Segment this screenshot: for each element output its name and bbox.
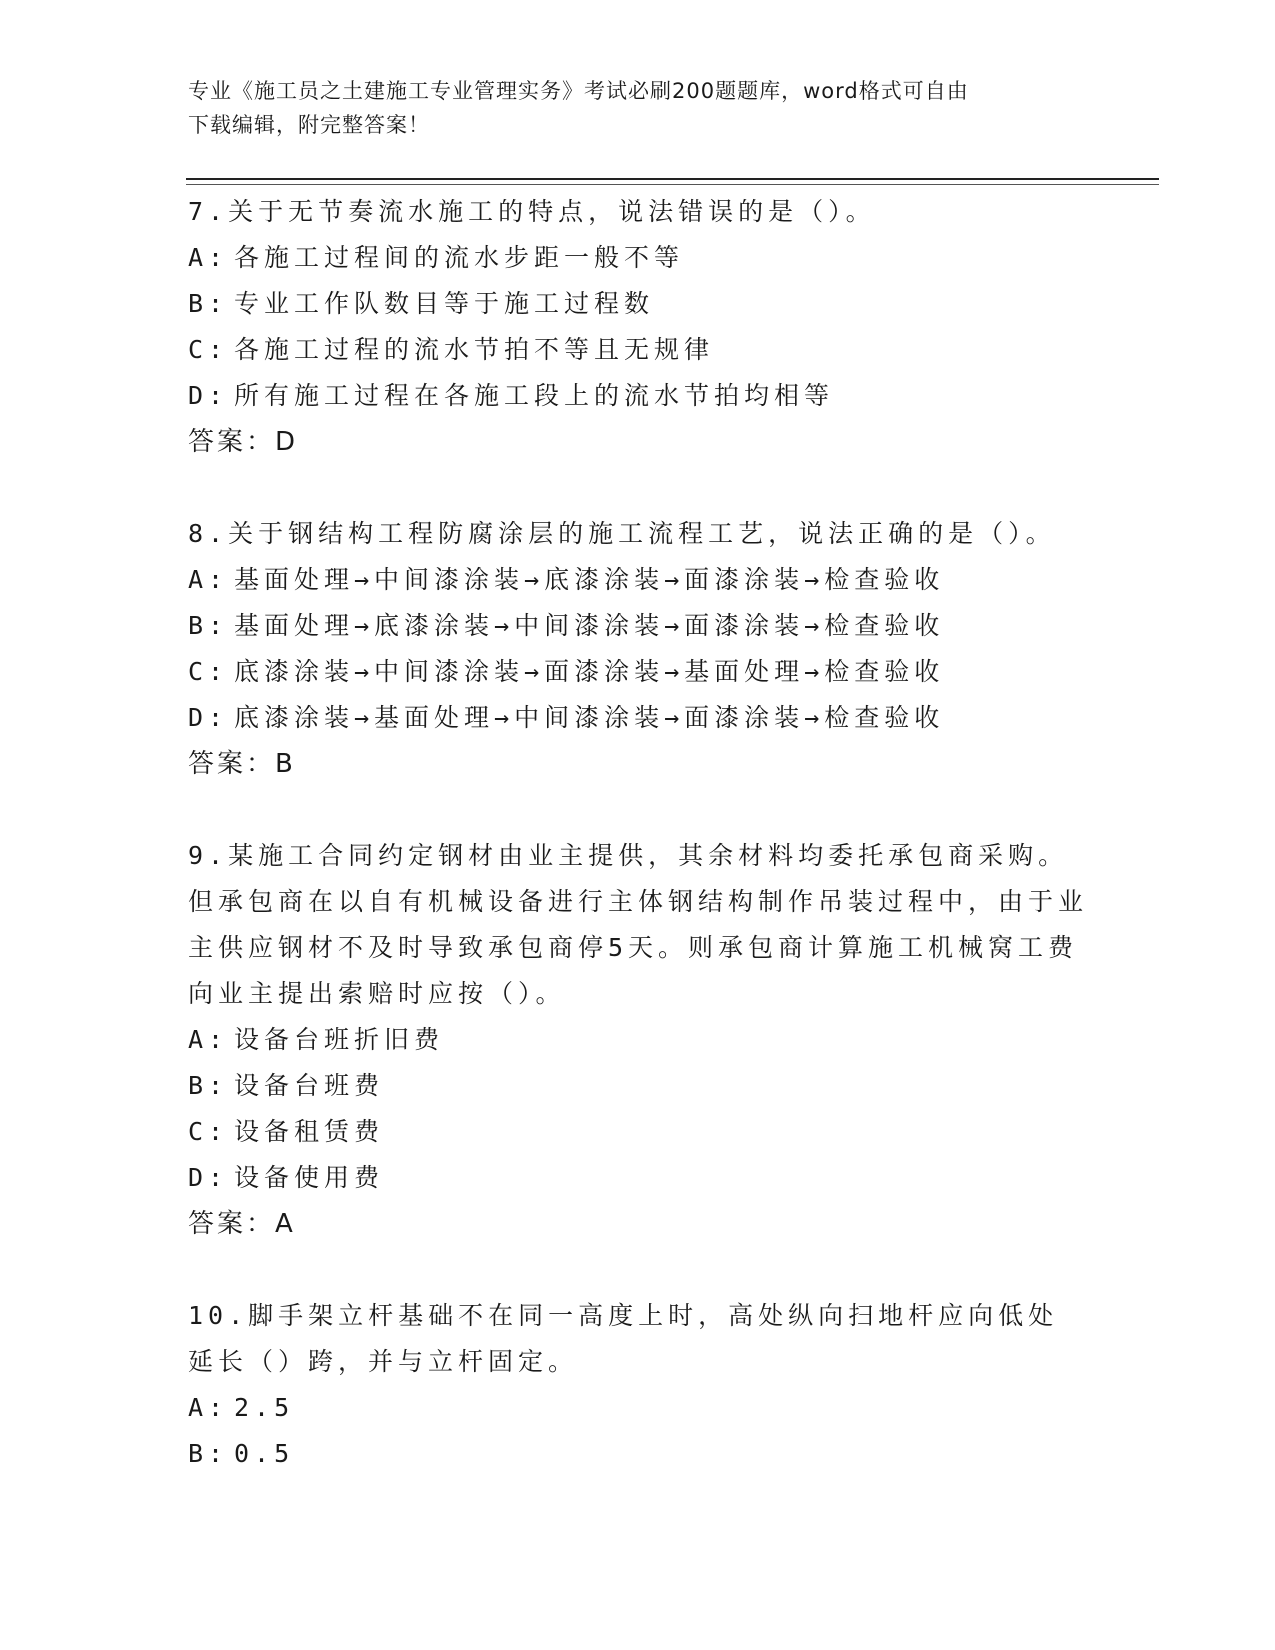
question-10: [188, 1293, 1088, 1477]
header-divider-thin: [186, 184, 1159, 185]
question-list: [188, 189, 1088, 1523]
option-key: A:: [188, 1393, 229, 1422]
option-a: [188, 1017, 1088, 1063]
header-title-line-1: 专业《施工员之土建施工专业管理实务》考试必刷200题题库，word格式可自由: [188, 79, 969, 103]
option-key: B:: [188, 611, 229, 640]
option-text: 设备租赁费: [234, 1117, 385, 1146]
option-b: [188, 603, 1088, 649]
option-text: 所有施工过程在各施工段上的流水节拍均相等: [234, 381, 835, 410]
option-text: 基面处理→底漆涂装→中间漆涂装→面漆涂装→检查验收: [234, 611, 945, 640]
option-b: [188, 1431, 1088, 1477]
header-divider-thick: [186, 178, 1159, 180]
option-text: 底漆涂装→中间漆涂装→面漆涂装→基面处理→检查验收: [234, 657, 945, 686]
answer-value: B: [275, 749, 293, 779]
option-c: [188, 1109, 1088, 1155]
answer-value: A: [275, 1209, 293, 1239]
answer-line: [188, 1201, 1088, 1247]
question-9: [188, 833, 1088, 1247]
option-key: B:: [188, 289, 229, 318]
question-stem: 9.某施工合同约定钢材由业主提供，其余材料均委托承包商采购。但承包商在以自有机械设备进行主体钢结构制作吊装过程中，由于业主供应钢材不及时导致承包商停5天。则承包商计算施工机械窝工费向业主提出索赔时应按（）。: [188, 841, 1089, 1008]
option-c: [188, 327, 1088, 373]
question-stem: 8.关于钢结构工程防腐涂层的施工流程工艺，说法正确的是（）。: [188, 519, 1056, 548]
answer-label: 答案：: [188, 749, 276, 779]
question-8: [188, 511, 1088, 787]
option-text: 0.5: [234, 1439, 295, 1468]
option-d: [188, 373, 1088, 419]
option-text: 设备台班折旧费: [234, 1025, 445, 1054]
option-key: A:: [188, 1025, 229, 1054]
option-d: [188, 1155, 1088, 1201]
option-key: B:: [188, 1071, 229, 1100]
option-b: [188, 281, 1088, 327]
option-text: 基面处理→中间漆涂装→底漆涂装→面漆涂装→检查验收: [234, 565, 945, 594]
option-key: C:: [188, 1117, 229, 1146]
option-key: D:: [188, 1163, 229, 1192]
header-title-line-2: 下载编辑，附完整答案！: [188, 113, 430, 137]
option-key: C:: [188, 657, 229, 686]
question-stem: 7.关于无节奏流水施工的特点，说法错误的是（）。: [188, 197, 876, 226]
option-key: A:: [188, 565, 229, 594]
option-key: A:: [188, 243, 229, 272]
option-a: [188, 235, 1088, 281]
option-text: 设备台班费: [234, 1071, 385, 1100]
option-key: D:: [188, 381, 229, 410]
answer-line: [188, 741, 1088, 787]
option-text: 2.5: [234, 1393, 295, 1422]
document-header: [188, 74, 1088, 142]
option-a: [188, 1385, 1088, 1431]
option-key: C:: [188, 335, 229, 364]
question-7: [188, 189, 1088, 465]
answer-label: 答案：: [188, 1209, 276, 1239]
answer-value: D: [275, 427, 296, 457]
option-key: D:: [188, 703, 229, 732]
answer-label: 答案：: [188, 427, 276, 457]
option-b: [188, 1063, 1088, 1109]
option-text: 设备使用费: [234, 1163, 385, 1192]
option-c: [188, 649, 1088, 695]
option-key: B:: [188, 1439, 229, 1468]
option-d: [188, 695, 1088, 741]
option-text: 底漆涂装→基面处理→中间漆涂装→面漆涂装→检查验收: [234, 703, 945, 732]
question-stem: 10.脚手架立杆基础不在同一高度上时，高处纵向扫地杆应向低处延长（）跨，并与立杆固定。: [188, 1301, 1059, 1376]
option-text: 专业工作队数目等于施工过程数: [234, 289, 655, 318]
answer-line: [188, 419, 1088, 465]
option-text: 各施工过程间的流水步距一般不等: [234, 243, 685, 272]
option-a: [188, 557, 1088, 603]
option-text: 各施工过程的流水节拍不等且无规律: [234, 335, 715, 364]
